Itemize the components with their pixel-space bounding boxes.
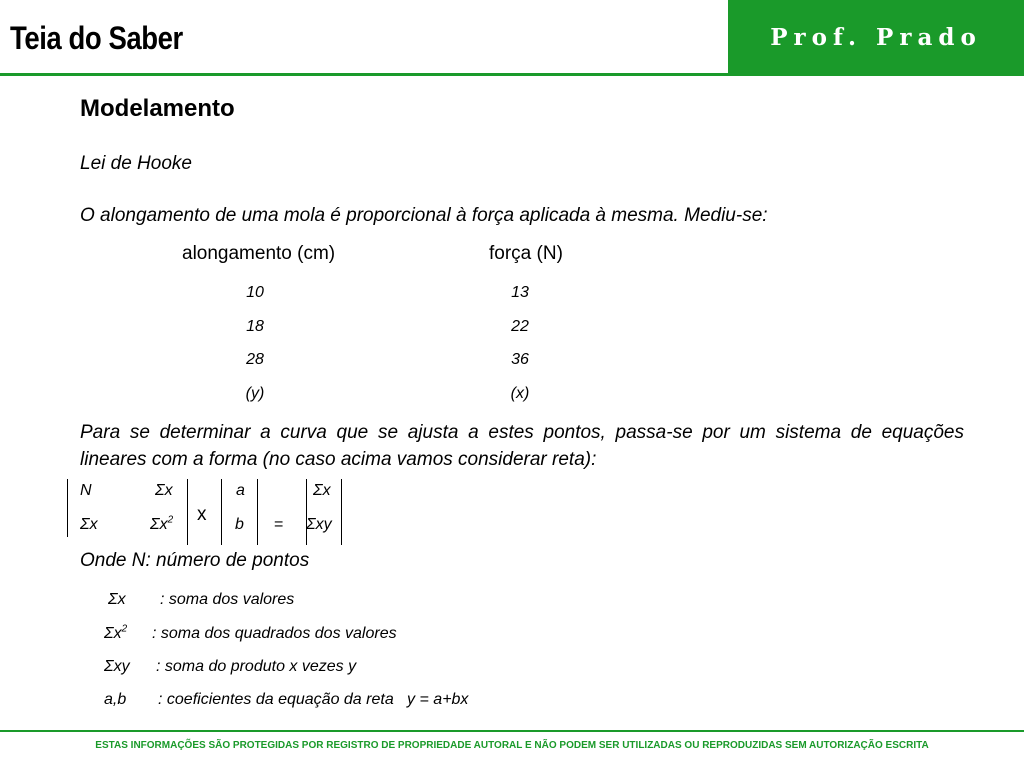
table-cell: (y)	[245, 385, 265, 402]
matrix-cell: $\Sigma x^2$	[150, 514, 174, 533]
copyright-notice: ESTAS INFORMAÇÕES SÃO PROTEGIDAS POR REGISTRO DE PROPRIEDADE AUTORAL E NÃO PODEM SER UTILIZADAS OU REPRODUZIDAS SEM AUTORIZAÇÃO ESCRITA	[95, 740, 929, 751]
vector-bracket-left	[221, 479, 222, 545]
definition-desc: : soma dos quadrados dos valores	[152, 625, 397, 642]
definition-term: Σx	[108, 591, 126, 608]
definition-desc: : soma dos valores	[160, 591, 295, 608]
definition-desc: : coeficientes da equação da reta y = a+bx	[158, 691, 469, 708]
definition-term: a,b	[104, 691, 127, 708]
matrix-cell: Σx	[155, 482, 173, 499]
definition-term: $\Sigma x^2$	[104, 623, 128, 642]
footer-divider	[0, 730, 1024, 732]
table-header-force: força (N)	[489, 243, 563, 264]
table-cell: 22	[511, 318, 529, 335]
result-cell: Σx	[313, 482, 331, 499]
vector-bracket-right	[257, 479, 258, 545]
intro-text: O alongamento de uma mola é proporcional à força aplicada à mesma. Mediu-se:	[80, 205, 768, 226]
matrix-cell: N	[80, 482, 92, 499]
definition-desc: : soma do produto x vezes y	[156, 658, 357, 675]
times-sign: x	[197, 504, 207, 525]
table-cell: 28	[246, 351, 264, 368]
section-title: Modelamento	[80, 95, 235, 122]
matrix-bracket-right	[187, 479, 188, 545]
definitions-title: Onde N: número de pontos	[80, 550, 310, 571]
table-cell: 18	[246, 318, 264, 335]
explanation-paragraph: Para se determinar a curva que se ajusta a estes pontos, passa-se por um sistema de equações lineares com a forma (no caso acima vamos considerar reta):	[80, 422, 964, 470]
table-cell: (x)	[510, 385, 530, 402]
result-bracket-left	[306, 479, 307, 545]
vector-cell: b	[235, 516, 244, 533]
table-cell: 10	[246, 284, 264, 301]
header-title: Teia do Saber	[10, 20, 183, 56]
matrix-bracket-left	[67, 479, 68, 537]
table-cell: 36	[511, 351, 529, 368]
subtitle: Lei de Hooke	[80, 153, 192, 174]
result-bracket-right	[341, 479, 342, 545]
header-badge	[728, 0, 1024, 74]
result-cell: Σxy	[306, 516, 332, 533]
matrix-cell: Σx	[80, 516, 98, 533]
table-cell: 13	[511, 284, 529, 301]
header-divider	[0, 73, 1024, 76]
table-header-elongation: alongamento (cm)	[182, 243, 336, 264]
equals-sign: =	[274, 516, 284, 533]
header-badge-text: Prof. Prado	[770, 24, 982, 51]
definition-term: Σxy	[104, 658, 130, 675]
vector-cell: a	[236, 482, 245, 499]
